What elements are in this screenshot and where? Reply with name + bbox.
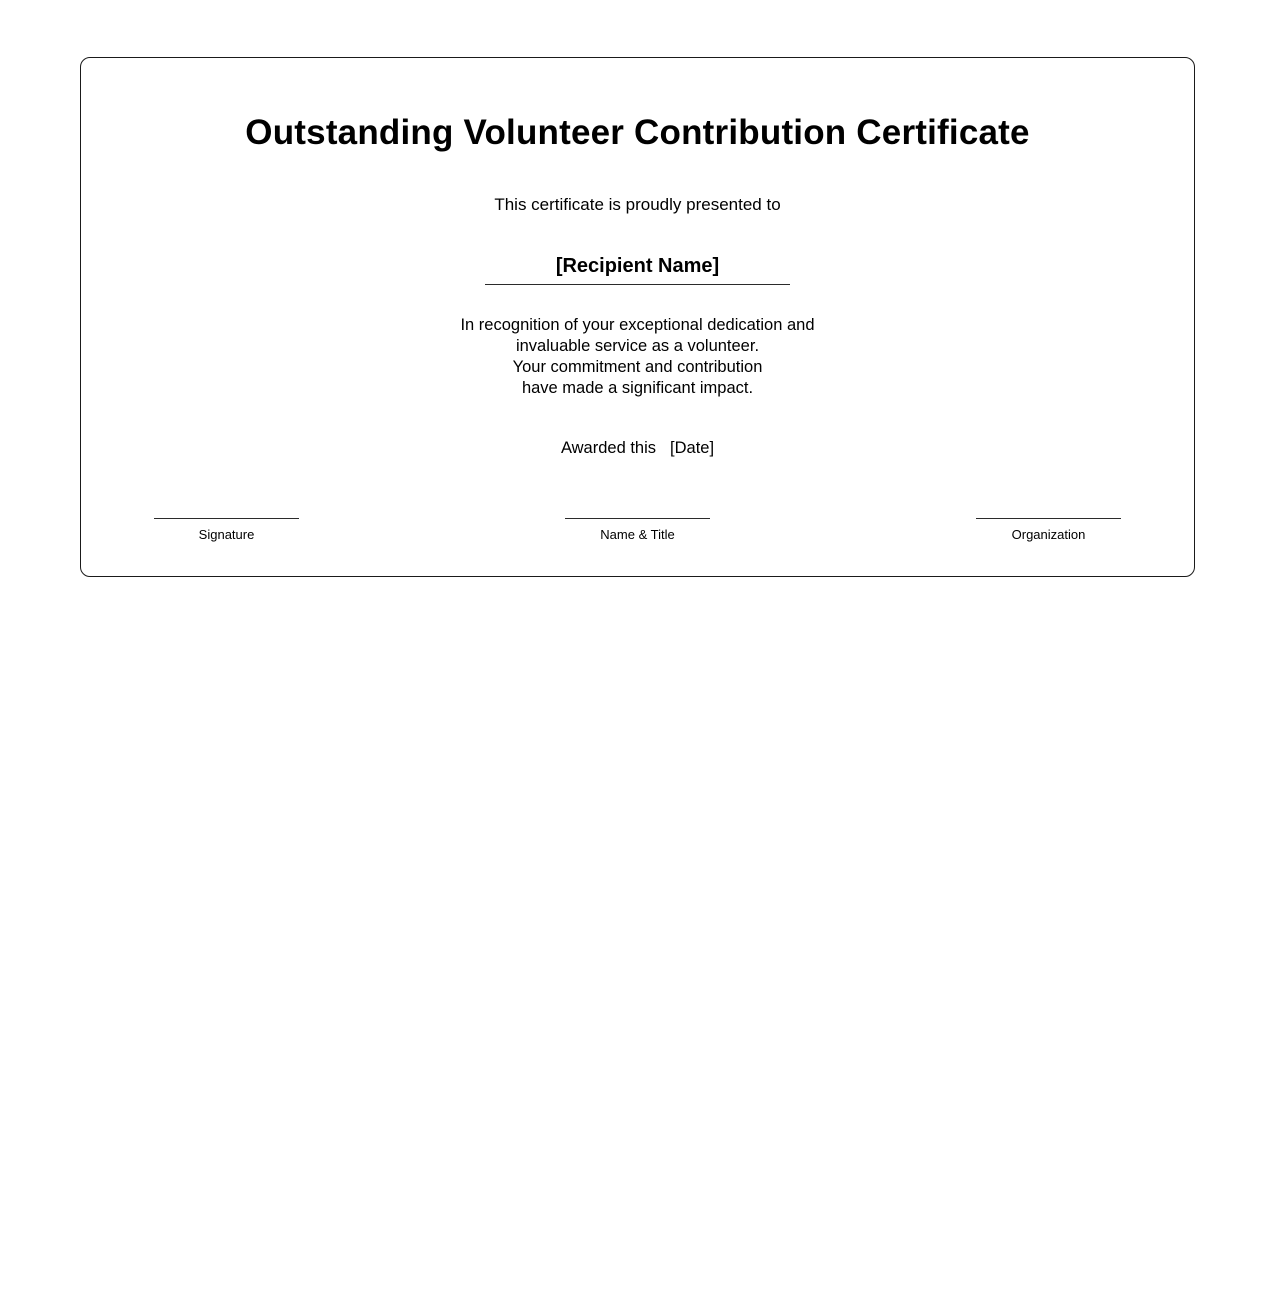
certificate-card: [80, 57, 1195, 577]
awarded-date-line: [81, 439, 1194, 458]
signature-label: Organization: [1011, 527, 1086, 542]
signature-line: [565, 518, 710, 519]
recipient-underline: [485, 284, 790, 285]
awarded-date-value: [Date]: [670, 439, 715, 457]
signature-label: Signature: [198, 527, 255, 542]
citation-line: Your commitment and contribution: [512, 358, 763, 376]
citation-text: [81, 315, 1194, 399]
recipient-name: [Recipient Name]: [555, 255, 720, 277]
citation-line: have made a significant impact.: [521, 379, 754, 397]
citation-line: In recognition of your exceptional dedication and: [460, 316, 815, 334]
signature-row: [81, 518, 1194, 542]
signature-line: [976, 518, 1121, 519]
signature-block-name-title: [530, 518, 745, 542]
recipient-block: [81, 255, 1194, 285]
signature-label: Name & Title: [600, 527, 675, 542]
presented-to-text: This certificate is proudly presented to: [494, 195, 781, 214]
awarded-label: Awarded this: [560, 439, 657, 457]
certificate-title: Outstanding Volunteer Contribution Certificate: [245, 113, 1030, 152]
signature-block-organization: [941, 518, 1156, 542]
signature-block-signature: [119, 518, 334, 542]
signature-line: [154, 518, 299, 519]
citation-line: invaluable service as a volunteer.: [515, 337, 760, 355]
